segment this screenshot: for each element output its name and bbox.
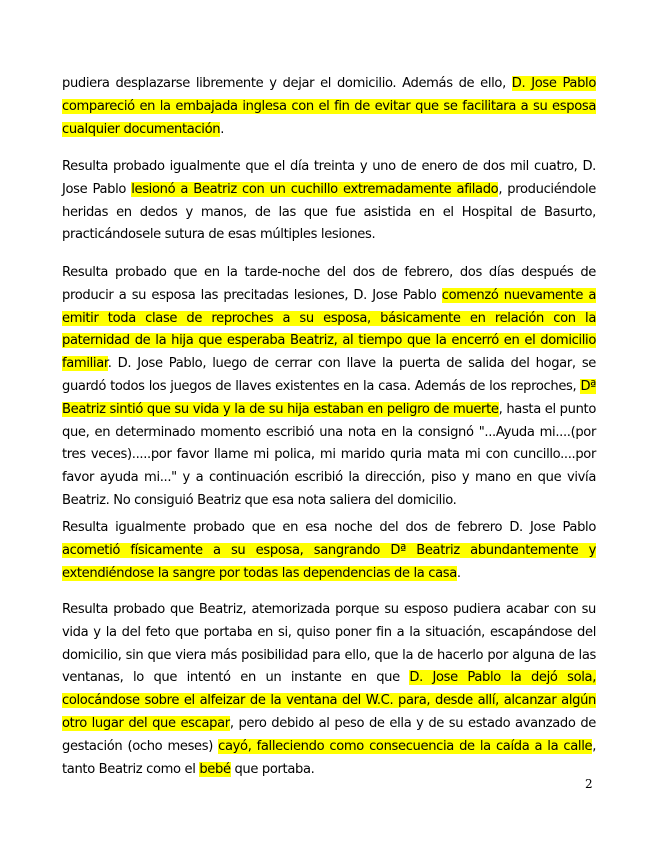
highlighted-text: acometió físicamente a su esposa, sangrando Dª Beatriz abundantemente y extendiéndose la sangre por todas las dependencias de la casa: [62, 542, 596, 581]
body-text: que portaba.: [230, 761, 315, 777]
paragraph-5: [62, 599, 596, 781]
paragraph-3: [62, 262, 596, 513]
highlighted-text: D. Jose Pablo la dejó sola, colocándose sobre el alfeizar de la ventana del W.C. para, desde allí, alcanzar algún otro lugar del que escapar: [62, 670, 597, 731]
body-text: , produciéndole heridas en dedos y manos, de las que fue asistida en el Hospital de Basurto, practicándosele sutura de esas múltiples lesiones.: [62, 181, 596, 243]
highlighted-text: cayó, falleciendo como consecuencia de la caída a la calle: [218, 738, 593, 754]
highlighted-text: lesionó a Beatriz con un cuchillo extremadamente afilado: [131, 181, 499, 197]
highlighted-text: bebé: [199, 761, 231, 777]
body-text: .: [456, 565, 461, 581]
body-text: .: [220, 121, 225, 137]
body-text: pudiera desplazarse libremente y dejar el domicilio. Además de ello,: [62, 76, 512, 91]
body-text: . D. Jose Pablo, luego de cerrar con llave la puerta de salida del hogar, se guardó todos los juegos de llaves existentes en la casa. Además de los reproches,: [62, 356, 596, 394]
body-text: , pero debido al peso de ella y de su estado avanzado de gestación (ocho meses): [62, 715, 596, 754]
body-text: , hasta el punto que, en determinado momento escribió una nota en la consignó "...Ayuda mi....(por tres veces).....por favor llame mi polica, mi marido quria mata mi con cuncillo....por favor ayuda mi..." y a continuación escribió la dirección, piso y mano en que vivía Beatriz. No consiguió Beatriz que esa nota saliera del domicilio.: [62, 401, 596, 508]
paragraph-4: [62, 517, 596, 585]
highlighted-text: comenzó nuevamente a emitir toda clase de reproches a su esposa, básicamente en relación con la paternidad de la hija que esperaba Beatriz, al tiempo que la encerró en el domicilio familiar: [62, 287, 597, 372]
body-text: Resulta probado que en la tarde-noche del dos de febrero, dos días después de producir a su esposa las precitadas lesiones, D. Jose Pablo: [62, 265, 596, 303]
page-number: 2: [585, 777, 593, 791]
highlighted-text: Dª Beatriz sintió que su vida y la de su hija estaban en peligro de muerte: [62, 378, 596, 417]
body-text: Resulta igualmente probado que en esa noche del dos de febrero D. Jose Pablo: [62, 520, 596, 535]
paragraph-1: [62, 73, 596, 141]
paragraph-2: [62, 156, 596, 247]
highlighted-text: D. Jose Pablo compareció en la embajada inglesa con el fin de evitar que se facilitara a su esposa cualquier documentación: [62, 76, 597, 137]
body-text: Resulta probado igualmente que el día treinta y uno de enero de dos mil cuatro, D. Jose Pablo: [62, 159, 596, 197]
body-text: Resulta probado que Beatriz, atemorizada porque su esposo pudiera acabar con su vida y la del feto que portaba en si, quiso poner fin a la situación, escapándose del domicilio, sin que viera más posibilidad para ello, que la de hacerlo por alguna de las ventanas, lo que intentó en un instante en que: [62, 602, 596, 686]
body-text: , tanto Beatriz como el: [62, 738, 596, 777]
